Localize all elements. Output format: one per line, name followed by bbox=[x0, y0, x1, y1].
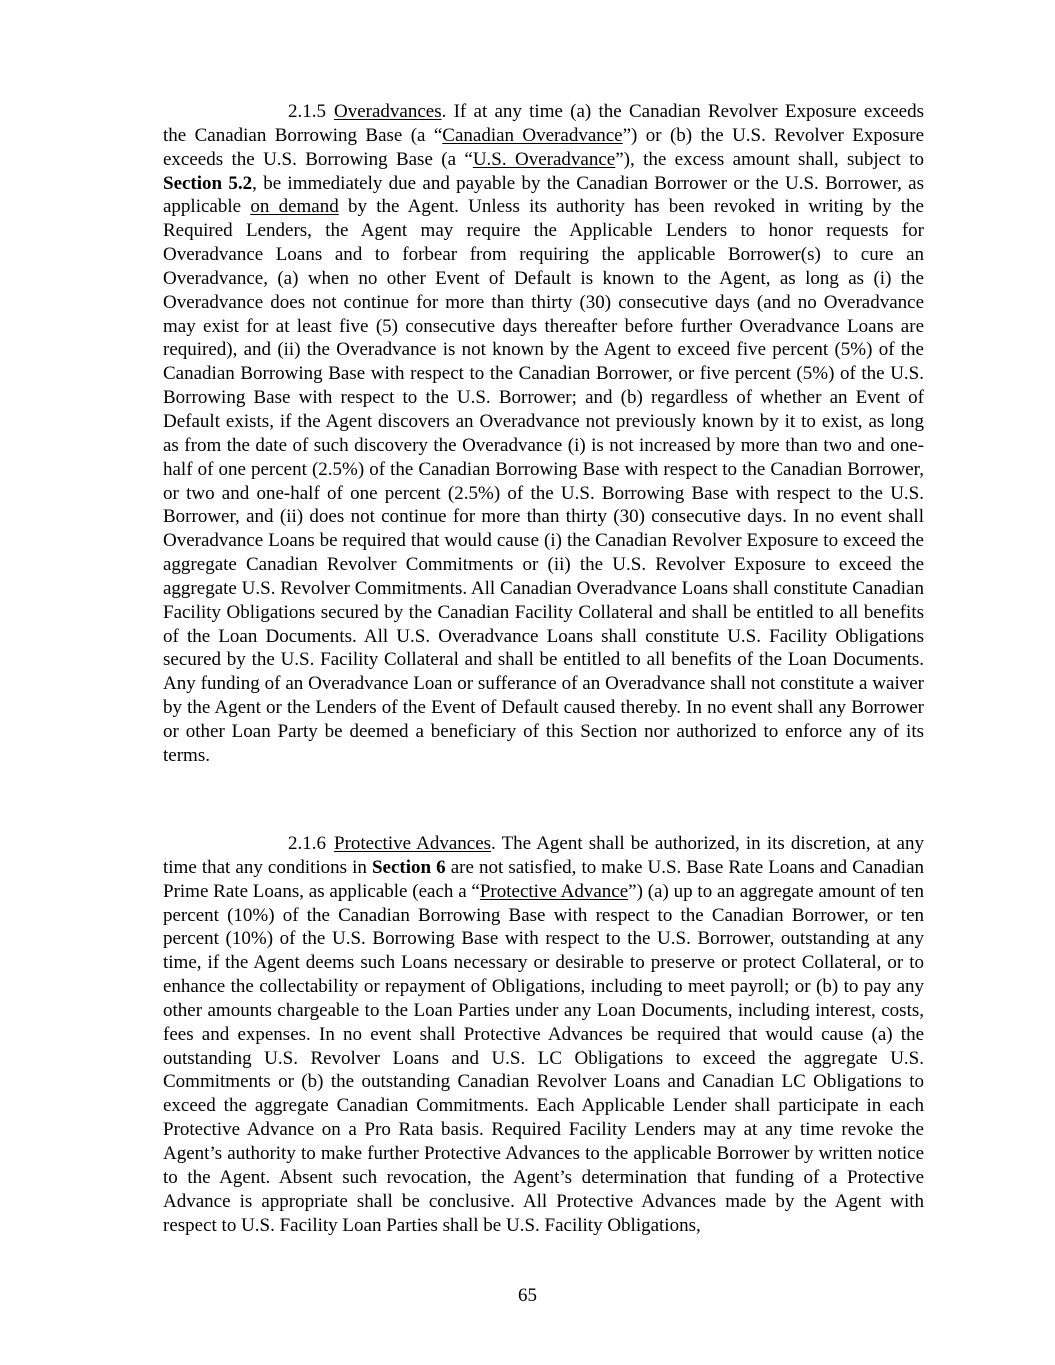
defined-term: Protective Advance bbox=[479, 880, 629, 902]
page-number: 65 bbox=[518, 1285, 537, 1306]
text-run: ”), the excess amount shall, subject to bbox=[615, 148, 924, 170]
text-run: are not satisfied, to make U.S. Base Rate Loans and Canadian Prime Rate Loans, as applicable (each a “ bbox=[163, 856, 925, 902]
text-run: by the Agent. Unless its authority has been revoked in writing by the Required Lenders, the Agent may require the Applicable Lenders to honor requests for Overadvance Loans and to forbear from requiring the applicable Borrower(s) to cure an Overadvance, (a) when no other Event of Default is known to the Agent, as long as (i) the Overadvance does not continue for more than thirty (30) consecutive days (and no Overadvance may exist for at least five (5) consecutive days thereafter before further Overadvance Loans are required), and (ii) the Overadvance is not known by the Agent to exceed five percent (5%) of the Canadian Borrowing Base with respect to the Canadian Borrower, or five percent (5%) of the U.S. Borrowing Base with respect to the U.S. Borrower; and (b) regardless of whether an Event of Default exists, if the Agent discovers an Overadvance not previously known by it to exist, as long as from the date of such discovery the Overadvance (i) is not increased by more than two and one-half of one percent (2.5%) of the Canadian Borrowing Base with respect to the Canadian Borrower, or two and one-half of one percent (2.5%) of the U.S. Borrowing Base with respect to the U.S. Borrower, and (ii) does not continue for more than thirty (30) consecutive days. In no event shall Overadvance Loans be required that would cause (i) the Canadian Revolver Exposure to exceed the aggregate Canadian Revolver Commitments or (ii) the U.S. Revolver Exposure to exceed the aggregate U.S. Revolver Commitments. All Canadian Overadvance Loans shall constitute Canadian Facility Obligations secured by the Canadian Facility Collateral and shall be entitled to all benefits of the Loan Documents. All U.S. Overadvance Loans shall constitute U.S. Facility Obligations secured by the U.S. Facility Collateral and shall be entitled to all benefits of the Loan Documents. Any funding of an Overadvance Loan or sufferance of an Overadvance shall not constitute a waiver by the Agent or the Lenders of the Event of Default caused thereby. In no event shall any Borrower or other Loan Party be deemed a beneficiary of this Section nor authorized to enforce any of its terms. bbox=[163, 196, 924, 766]
section-reference: Section 6 bbox=[371, 856, 446, 878]
section-number: 2.1.5 bbox=[288, 101, 326, 122]
section-number: 2.1.6 bbox=[288, 833, 326, 854]
section-reference: Section 5.2 bbox=[163, 172, 253, 194]
emphasized-term: on demand bbox=[250, 196, 339, 218]
section-2-1-6-paragraph bbox=[163, 832, 924, 1237]
text-run: ”) (a) up to an aggregate amount of ten percent (10%) of the Canadian Borrowing Base with respect to the Canadian Borrower, or ten percent (10%) of the U.S. Borrowing Base with respect to the U.S. Borrower, outstanding at any time, if the Agent deems such Loans necessary or desirable to preserve or protect Collateral, or to enhance the collectability or repayment of Obligations, including to meet payroll; or (b) to pay any other amounts chargeable to the Loan Parties under any Loan Documents, including interest, costs, fees and expenses. In no event shall Protective Advances be required that would cause (a) the outstanding U.S. Revolver Loans and U.S. LC Obligations to exceed the aggregate U.S. Commitments or (b) the outstanding Canadian Revolver Loans and Canadian LC Obligations to exceed the aggregate Canadian Commitments. Each Applicable Lender shall participate in each Protective Advance on a Pro Rata basis. Required Facility Lenders may at any time revoke the Agent’s authority to make further Protective Advances to the applicable Borrower by written notice to the Agent. Absent such revocation, the Agent’s determination that funding of a Protective Advance is appropriate shall be conclusive. All Protective Advances made by the Agent with respect to U.S. Facility Loan Parties shall be U.S. Facility Obligations, bbox=[163, 880, 924, 1236]
section-2-1-5-paragraph bbox=[163, 100, 924, 768]
section-heading: Protective Advances bbox=[334, 833, 492, 854]
defined-term: U.S. Overadvance bbox=[472, 148, 616, 170]
defined-term: Canadian Overadvance bbox=[442, 124, 623, 146]
text-run: , be immediately due and payable by the Canadian Borrower or the U.S. Borrower, as applicable bbox=[163, 172, 925, 218]
text-run: ”) or (b) the U.S. Revolver Exposure exceeds the U.S. Borrowing Base (a “ bbox=[163, 124, 924, 170]
section-heading: Overadvances bbox=[334, 101, 442, 122]
text-run: . The Agent shall be authorized, in its discretion, at any time that any conditions in bbox=[163, 833, 924, 878]
text-run: . If at any time (a) the Canadian Revolver Exposure exceeds the Canadian Borrowing Base (a “ bbox=[163, 101, 924, 146]
